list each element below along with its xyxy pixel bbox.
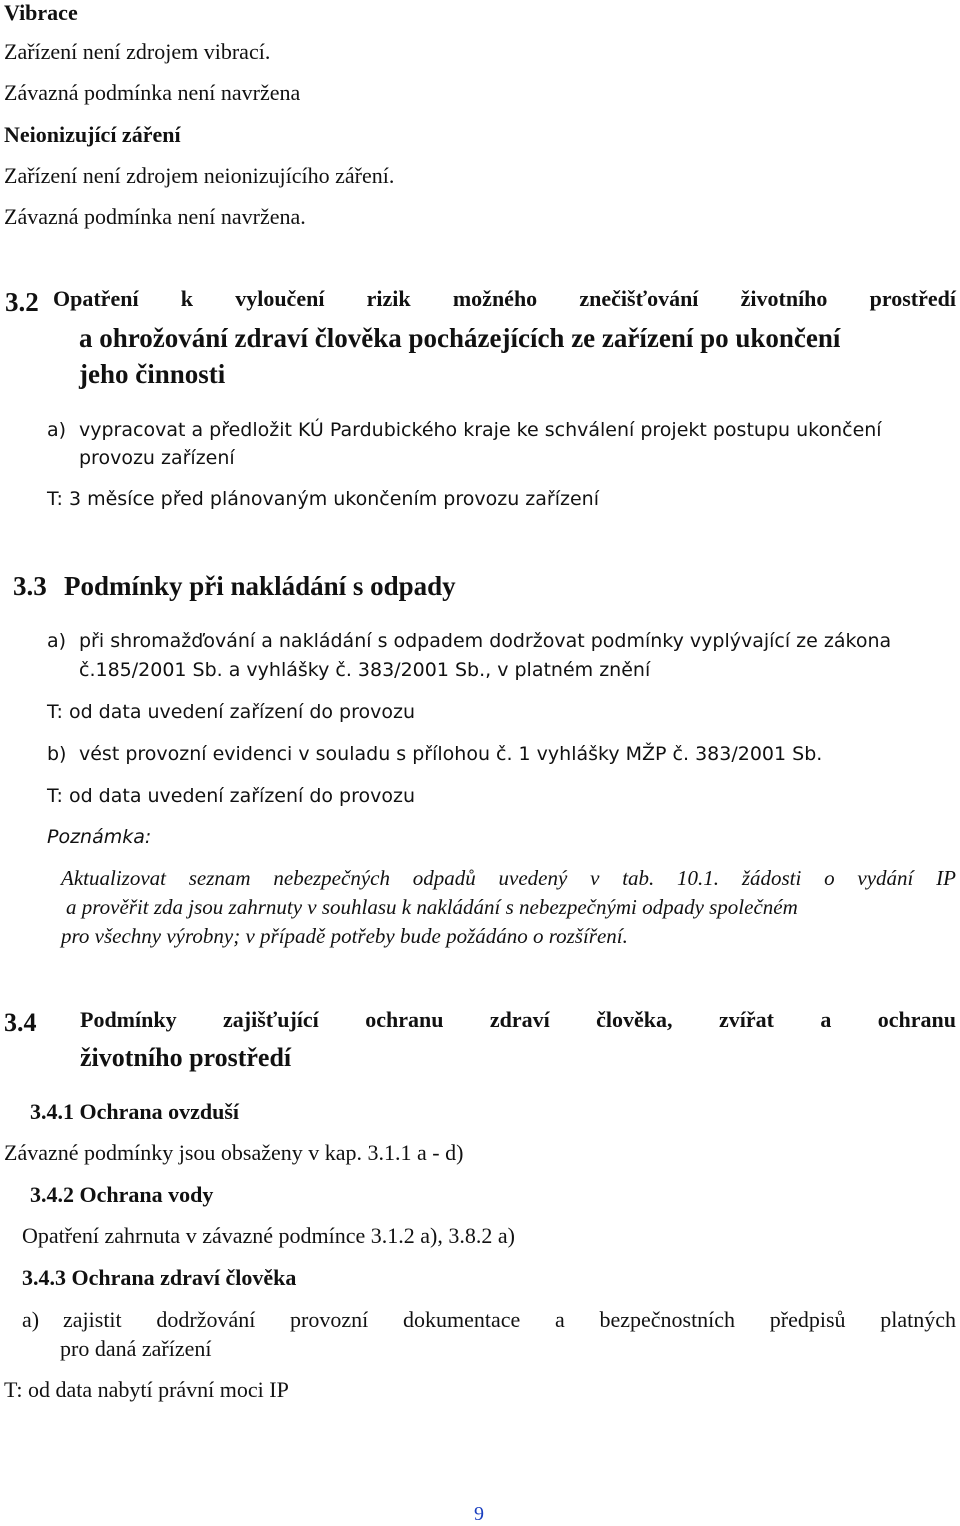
section-3-3-term-a: T: od data uvedení zařízení do provozu	[47, 701, 416, 723]
section-3-2-item-a-line-1: vypracovat a předložit KÚ Pardubického kraje ke schválení projekt postupu ukončení	[79, 419, 882, 441]
section-3-4-1-heading: 3.4.1 Ochrana ovzduší	[30, 1099, 240, 1124]
section-3-3-item-a-marker: a)	[47, 630, 67, 652]
section-3-3-item-b-marker: b)	[47, 743, 67, 765]
section-3-4-2-heading: 3.4.2 Ochrana vody	[30, 1182, 214, 1207]
section-3-2-item-a-marker: a)	[47, 419, 67, 441]
section-3-2-title-line-1: Opatření k vyloučení rizik možného znečišťování životního prostředí	[53, 286, 956, 311]
section-3-4-number: 3.4	[4, 1008, 37, 1037]
section-3-4-title-line-2: životního prostředí	[80, 1043, 292, 1072]
neionizujici-heading: Neionizující záření	[4, 122, 181, 147]
section-3-2-number: 3.2	[5, 287, 39, 317]
section-3-2-term: T: 3 měsíce před plánovaným ukončením provozu zařízení	[47, 488, 599, 510]
section-3-4-3-item-a-marker: a)	[22, 1307, 40, 1332]
section-3-3-note-label: Poznámka:	[47, 826, 152, 848]
section-3-4-3-item-a-line-2: pro daná zařízení	[60, 1336, 212, 1361]
section-3-2-item-a-line-2: provozu zařízení	[79, 447, 235, 469]
section-3-2-title-line-2: a ohrožování zdraví člověka pocházejících ze zařízení po ukončení	[79, 323, 841, 353]
neionizujici-line-1: Zařízení není zdrojem neionizujícího záření.	[4, 163, 395, 188]
section-3-3-title: Podmínky při nakládání s odpady	[64, 571, 456, 601]
section-3-3-note-line-3: pro všechny výrobny; v případě potřeby bude požádáno o rozšíření.	[61, 924, 628, 948]
section-3-4-3-item-a-line-1: zajistit dodržování provozní dokumentace a bezpečnostních předpisů platných	[63, 1307, 956, 1332]
vibrace-heading: Vibrace	[4, 0, 78, 25]
section-3-3-note-line-1: Aktualizovat seznam nebezpečných odpadů uvedený v tab. 10.1. žádosti o vydání IP	[61, 866, 956, 890]
section-3-3-item-b: vést provozní evidenci v souladu s přílohou č. 1 vyhlášky MŽP č. 383/2001 Sb.	[79, 743, 823, 765]
section-3-4-3-heading: 3.4.3 Ochrana zdraví člověka	[22, 1265, 297, 1290]
vibrace-line-1: Zařízení není zdrojem vibrací.	[4, 39, 271, 64]
section-3-4-2-text: Opatření zahrnuta v závazné podmínce 3.1.2 a), 3.8.2 a)	[22, 1223, 515, 1248]
vibrace-line-2: Závazná podmínka není navržena	[4, 80, 301, 105]
section-3-4-1-text: Závazné podmínky jsou obsaženy v kap. 3.1.1 a - d)	[4, 1140, 464, 1165]
section-3-3-term-b: T: od data uvedení zařízení do provozu	[47, 785, 416, 807]
section-3-2-title-line-3: jeho činnosti	[79, 359, 226, 389]
section-3-4-title-line-1: Podmínky zajišťující ochranu zdraví člověka, zvířat a ochranu	[80, 1007, 956, 1032]
section-3-4-3-term: T: od data nabytí právní moci IP	[4, 1377, 289, 1402]
section-3-3-note-line-2: a prověřit zda jsou zahrnuty v souhlasu k nakládání s nebezpečnými odpady společném	[66, 895, 798, 919]
section-3-3-item-a-line-2: č.185/2001 Sb. a vyhlášky č. 383/2001 Sb., v platném znění	[79, 659, 651, 681]
section-3-3-item-a-line-1: při shromažďování a nakládání s odpadem dodržovat podmínky vyplývající ze zákona	[79, 630, 892, 652]
page-number: 9	[474, 1503, 484, 1525]
section-3-3-number: 3.3	[13, 571, 47, 601]
neionizujici-line-2: Závazná podmínka není navržena.	[4, 204, 306, 229]
